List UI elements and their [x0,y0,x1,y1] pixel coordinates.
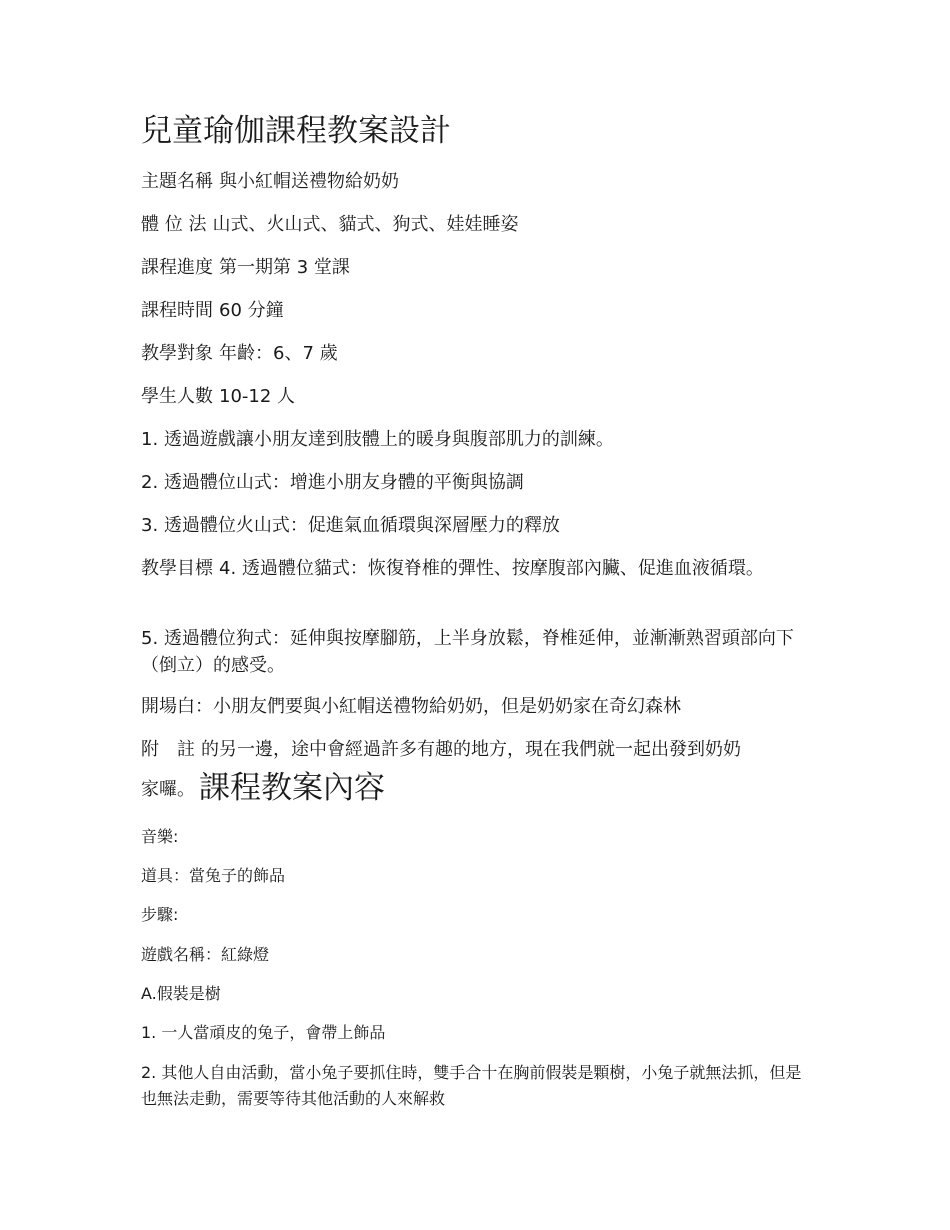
goal-item: 3. 透過體位火山式：促進氣血循環與深層壓力的釋放 [141,515,560,536]
props-line: 道具：當兔子的飾品 [141,866,286,885]
field-label: 主題名稱 [141,171,213,192]
field-label: 課程進度 [141,257,213,278]
field-theme [141,170,399,194]
goal-text: 4. 透過體位貓式：恢復脊椎的彈性、按摩腹部內臟、促進血液循環。 [219,558,764,579]
field-value: 山式、火山式、貓式、狗式、娃娃睡姿 [212,214,519,235]
opening-continued: 的另一邊，途中會經過許多有趣的地方，現在我們就一起出發到奶奶 [201,739,741,760]
field-value: 60 分鐘 [219,300,284,321]
field-label: 學生人數 [141,386,213,407]
field-students [141,385,295,409]
field-label: 教學對象 [141,343,213,364]
field-audience [141,342,338,366]
field-value: 與小紅帽送禮物給奶奶 [219,171,399,192]
steps-label: 步驟: [141,905,179,924]
field-label: 體 位 法 [141,214,207,235]
opening-line: 開場白：小朋友們要與小紅帽送禮物給奶奶，但是奶奶家在奇幻森林 [141,696,681,717]
opening-end: 家囉。 [141,779,195,800]
step-item: 1. 一人當頑皮的兔子，會帶上飾品 [141,1023,386,1042]
game-name: 遊戲名稱：紅綠燈 [141,945,270,964]
goal-item: 5. 透過體位狗式：延伸與按摩腳筋，上半身放鬆，脊椎延伸，並漸漸熟習頭部向下（倒立）的感受。 [141,628,794,676]
step-item: 2. 其他人自由活動，當小兔子要抓住時，雙手合十在胸前假裝是顆樹，小兔子就無法抓，但是也無法走動，需要等待其他活動的人來解救 [141,1063,802,1108]
field-value: 10-12 人 [219,386,296,407]
field-label: 課程時間 [141,300,213,321]
sub-heading-a: A.假裝是樹 [141,984,221,1003]
goal-item: 1. 透過遊戲讓小朋友達到肢體上的暖身與腹部肌力的訓練。 [141,429,614,450]
field-value: 第一期第 3 堂課 [219,257,350,278]
field-value: 年齡：6、7 歲 [219,343,338,364]
goal-item: 2. 透過體位山式：增進小朋友身體的平衡與協調 [141,472,524,493]
page-title: 兒童瑜伽課程教案設計 [141,113,451,149]
notes-line [141,738,741,762]
notes-label: 附 註 [141,739,195,760]
goals-label: 教學目標 [141,558,213,579]
goal-item-with-label [141,555,811,582]
field-duration [141,299,284,323]
section-title: 課程教案內容 [199,770,385,806]
music-label: 音樂: [141,827,179,846]
field-poses [141,213,518,237]
opening-end-line [141,772,385,806]
field-progress [141,256,350,280]
